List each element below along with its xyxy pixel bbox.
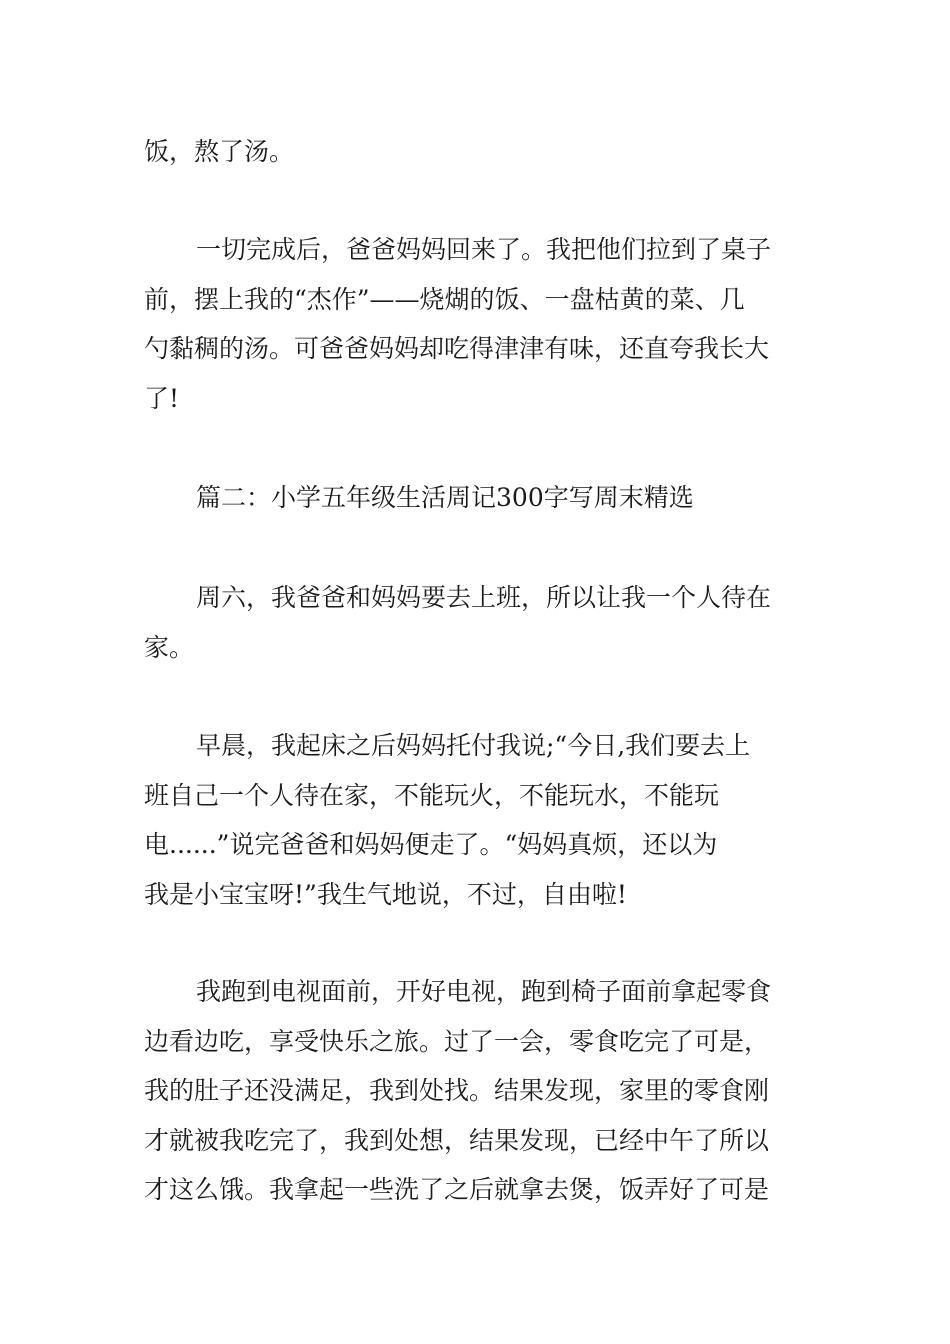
text-line: 班自己一个人待在家，不能玩火，不能玩水，不能玩 [144, 780, 720, 810]
paragraph [144, 721, 750, 919]
paragraph [144, 573, 771, 672]
text-line: 家。 [144, 632, 195, 662]
text-line: 了! [144, 383, 180, 413]
text-line: 我是小宝宝呀!”我生气地说，不过，自由啦! [144, 879, 627, 909]
text-line: 早晨，我起床之后妈妈托付我说;“今日,我们要去上 [196, 731, 751, 760]
paragraph [144, 225, 806, 423]
text-line: 才这么饿。我拿起一些洗了之后就拿去煲，饭弄好了可是 [144, 1175, 770, 1204]
text-line: 前，摆上我的“杰作”——烧煳的饭、一盘枯黄的菜、几 [144, 284, 745, 314]
paragraph [144, 967, 771, 1215]
text-line: 电......”说完爸爸和妈妈便走了。“妈妈真烦，还以为 [144, 830, 718, 859]
text-line: 才就被我吃完了，我到处想，结果发现，已经中午了所以 [144, 1125, 770, 1155]
section-heading [144, 473, 694, 523]
paragraph [144, 127, 294, 177]
text-line: 一切完成后，爸爸妈妈回来了。我把他们拉到了桌子 [196, 235, 772, 264]
text-line: 我跑到电视面前，开好电视，跑到椅子面前拿起零食 [196, 977, 772, 1006]
text-line: 周六，我爸爸和妈妈要去上班，所以让我一个人待在 [196, 583, 772, 612]
heading-text: 篇二：小学五年级生活周记300字写周末精选 [196, 483, 694, 512]
text-line: 边看边吃，享受快乐之旅。过了一会，零食吃完了可是， [144, 1026, 770, 1056]
text-line: 我的肚子还没满足，我到处找。结果发现，家里的零食刚 [144, 1076, 770, 1105]
text-line: 饭，熬了汤。 [144, 137, 295, 166]
text-line: 勺黏稠的汤。可爸爸妈妈却吃得津津有味，还直夸我长大 [144, 334, 770, 363]
